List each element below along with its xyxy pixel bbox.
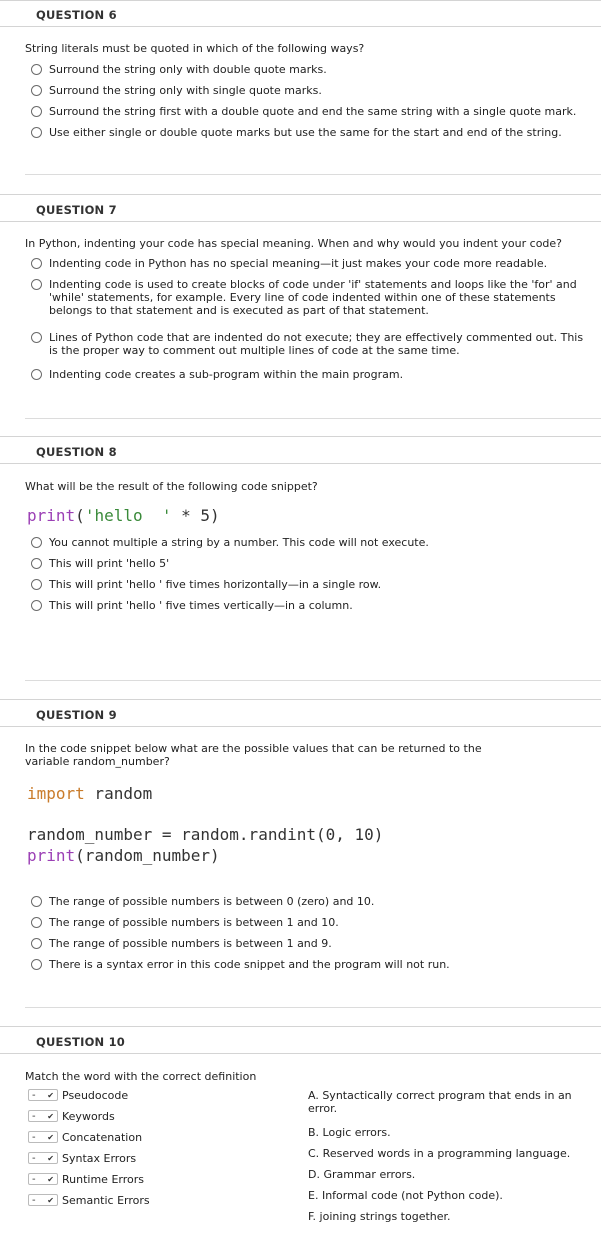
question-prompt: String literals must be quoted in which of the following ways? xyxy=(25,42,365,55)
option-label: Lines of Python code that are indented do not execute; they are effectively commented out. This is the proper way to comment out multiple lines of code at the same time. xyxy=(49,331,584,357)
question-prompt: Match the word with the correct definition xyxy=(25,1070,257,1083)
match-select[interactable] xyxy=(28,1194,58,1206)
radio-button[interactable] xyxy=(31,85,42,96)
divider xyxy=(25,418,601,419)
radio-button[interactable] xyxy=(31,369,42,380)
radio-button[interactable] xyxy=(31,959,42,970)
chevron-down-icon: ✔ xyxy=(47,1132,54,1142)
answer-option[interactable] xyxy=(31,937,589,950)
match-select[interactable] xyxy=(28,1152,58,1164)
definition-c xyxy=(308,1147,578,1160)
code-function: print xyxy=(27,506,76,525)
answer-option[interactable] xyxy=(31,916,589,929)
answer-option[interactable] xyxy=(31,536,589,549)
radio-button[interactable] xyxy=(31,938,42,949)
definition-a xyxy=(308,1089,578,1115)
answer-option[interactable] xyxy=(31,278,589,317)
option-label: Indenting code is used to create blocks of code under 'if' statements and loops like the 'for' and 'while' statements, for example. Every line of code indented within one of these statements belongs to that statement and is executed as part of that statement. xyxy=(49,278,577,317)
option-label: Surround the string only with single quote marks. xyxy=(49,84,322,97)
match-row xyxy=(28,1130,142,1144)
divider xyxy=(0,436,601,437)
answer-option[interactable] xyxy=(31,895,589,908)
radio-button[interactable] xyxy=(31,332,42,343)
divider xyxy=(0,463,601,464)
definition-text: D. Grammar errors. xyxy=(308,1168,416,1181)
definition-text: E. Informal code (not Python code). xyxy=(308,1189,503,1202)
answer-option[interactable] xyxy=(31,368,589,381)
definition-b xyxy=(308,1126,578,1139)
answer-option[interactable] xyxy=(31,599,589,612)
match-select[interactable] xyxy=(28,1089,58,1101)
definition-text: C. Reserved words in a programming language. xyxy=(308,1147,571,1160)
chevron-down-icon: ✔ xyxy=(47,1111,54,1121)
match-row xyxy=(28,1151,136,1165)
match-select[interactable] xyxy=(28,1131,58,1143)
match-row xyxy=(28,1109,115,1123)
radio-button[interactable] xyxy=(31,127,42,138)
code-function: print xyxy=(27,846,76,865)
option-label: Indenting code in Python has no special meaning—it just makes your code more readable. xyxy=(49,257,548,270)
match-word: Pseudocode xyxy=(62,1088,129,1102)
question-prompt: In the code snippet below what are the possible values that can be returned to the variable random_number? xyxy=(25,742,482,768)
match-word: Semantic Errors xyxy=(62,1193,150,1207)
divider xyxy=(0,0,601,1)
question-heading: QUESTION 7 xyxy=(36,203,117,217)
question-prompt: In Python, indenting your code has special meaning. When and why would you indent your code? xyxy=(25,237,563,250)
code-line: random_number = random.randint(0, 10) xyxy=(27,825,384,844)
definition-text: F. joining strings together. xyxy=(308,1210,451,1223)
radio-button[interactable] xyxy=(31,279,42,290)
definition-e xyxy=(308,1189,578,1202)
chevron-down-icon: ✔ xyxy=(47,1153,54,1163)
chevron-down-icon: ✔ xyxy=(47,1090,54,1100)
chevron-down-icon: ✔ xyxy=(47,1174,54,1184)
code-string: 'hello ' xyxy=(84,506,172,525)
code-expression: * 5) xyxy=(171,506,220,525)
match-select[interactable] xyxy=(28,1173,58,1185)
answer-option[interactable] xyxy=(31,958,589,971)
definition-text: A. Syntactically correct program that ends in an error. xyxy=(308,1089,572,1115)
option-label: This will print 'hello 5' xyxy=(49,557,170,570)
answer-option[interactable] xyxy=(31,84,589,97)
match-select[interactable] xyxy=(28,1110,58,1122)
match-row xyxy=(28,1088,128,1102)
code-snippet xyxy=(27,784,152,804)
divider xyxy=(0,1053,601,1054)
option-label: You cannot multiple a string by a number. This code will not execute. xyxy=(49,536,429,549)
option-label: This will print 'hello ' five times horizontally—in a single row. xyxy=(49,578,382,591)
option-label: Surround the string only with double quote marks. xyxy=(49,63,327,76)
radio-button[interactable] xyxy=(31,600,42,611)
divider xyxy=(0,26,601,27)
radio-button[interactable] xyxy=(31,558,42,569)
match-row xyxy=(28,1172,144,1186)
radio-button[interactable] xyxy=(31,106,42,117)
answer-option[interactable] xyxy=(31,126,589,139)
question-heading: QUESTION 10 xyxy=(36,1035,125,1049)
select-value: - xyxy=(32,1131,36,1143)
radio-button[interactable] xyxy=(31,896,42,907)
divider xyxy=(25,174,601,175)
select-value: - xyxy=(32,1152,36,1164)
match-word: Keywords xyxy=(62,1109,115,1123)
match-row xyxy=(28,1193,150,1207)
code-paren: ( xyxy=(75,506,85,525)
option-label: This will print 'hello ' five times vertically—in a column. xyxy=(49,599,353,612)
radio-button[interactable] xyxy=(31,537,42,548)
option-label: Indenting code creates a sub-program within the main program. xyxy=(49,368,404,381)
divider xyxy=(0,194,601,195)
answer-option[interactable] xyxy=(31,105,589,118)
select-value: - xyxy=(32,1110,36,1122)
question-heading: QUESTION 8 xyxy=(36,445,117,459)
code-keyword: import xyxy=(27,784,85,803)
option-label: The range of possible numbers is between 0 (zero) and 10. xyxy=(49,895,375,908)
answer-option[interactable] xyxy=(31,257,589,270)
answer-option[interactable] xyxy=(31,331,589,357)
option-label: There is a syntax error in this code snippet and the program will not run. xyxy=(49,958,450,971)
divider xyxy=(25,1007,601,1008)
divider xyxy=(0,726,601,727)
divider xyxy=(0,1026,601,1027)
question-heading: QUESTION 6 xyxy=(36,8,117,22)
match-word: Syntax Errors xyxy=(62,1151,137,1165)
answer-option[interactable] xyxy=(31,557,589,570)
code-module: random xyxy=(84,784,153,803)
option-label: Use either single or double quote marks but use the same for the start and end of the string. xyxy=(49,126,562,139)
definition-f xyxy=(308,1210,578,1223)
question-heading: QUESTION 9 xyxy=(36,708,117,722)
code-line xyxy=(27,846,220,866)
select-value: - xyxy=(32,1194,36,1206)
radio-button[interactable] xyxy=(31,258,42,269)
answer-option[interactable] xyxy=(31,578,589,591)
radio-button[interactable] xyxy=(31,579,42,590)
radio-button[interactable] xyxy=(31,64,42,75)
definition-text: B. Logic errors. xyxy=(308,1126,391,1139)
question-prompt: What will be the result of the following code snippet? xyxy=(25,480,318,493)
code-snippet xyxy=(27,506,220,526)
answer-option[interactable] xyxy=(31,63,589,76)
match-word: Runtime Errors xyxy=(62,1172,144,1186)
chevron-down-icon: ✔ xyxy=(47,1195,54,1205)
divider xyxy=(0,699,601,700)
select-value: - xyxy=(32,1089,36,1101)
divider xyxy=(0,221,601,222)
divider xyxy=(25,680,601,681)
select-value: - xyxy=(32,1173,36,1185)
radio-button[interactable] xyxy=(31,917,42,928)
match-word: Concatenation xyxy=(62,1130,143,1144)
code-arguments: (random_number) xyxy=(75,846,220,865)
option-label: Surround the string first with a double quote and end the same string with a single quote mark. xyxy=(49,105,577,118)
option-label: The range of possible numbers is between 1 and 9. xyxy=(49,937,332,950)
option-label: The range of possible numbers is between 1 and 10. xyxy=(49,916,339,929)
definition-d xyxy=(308,1168,578,1181)
